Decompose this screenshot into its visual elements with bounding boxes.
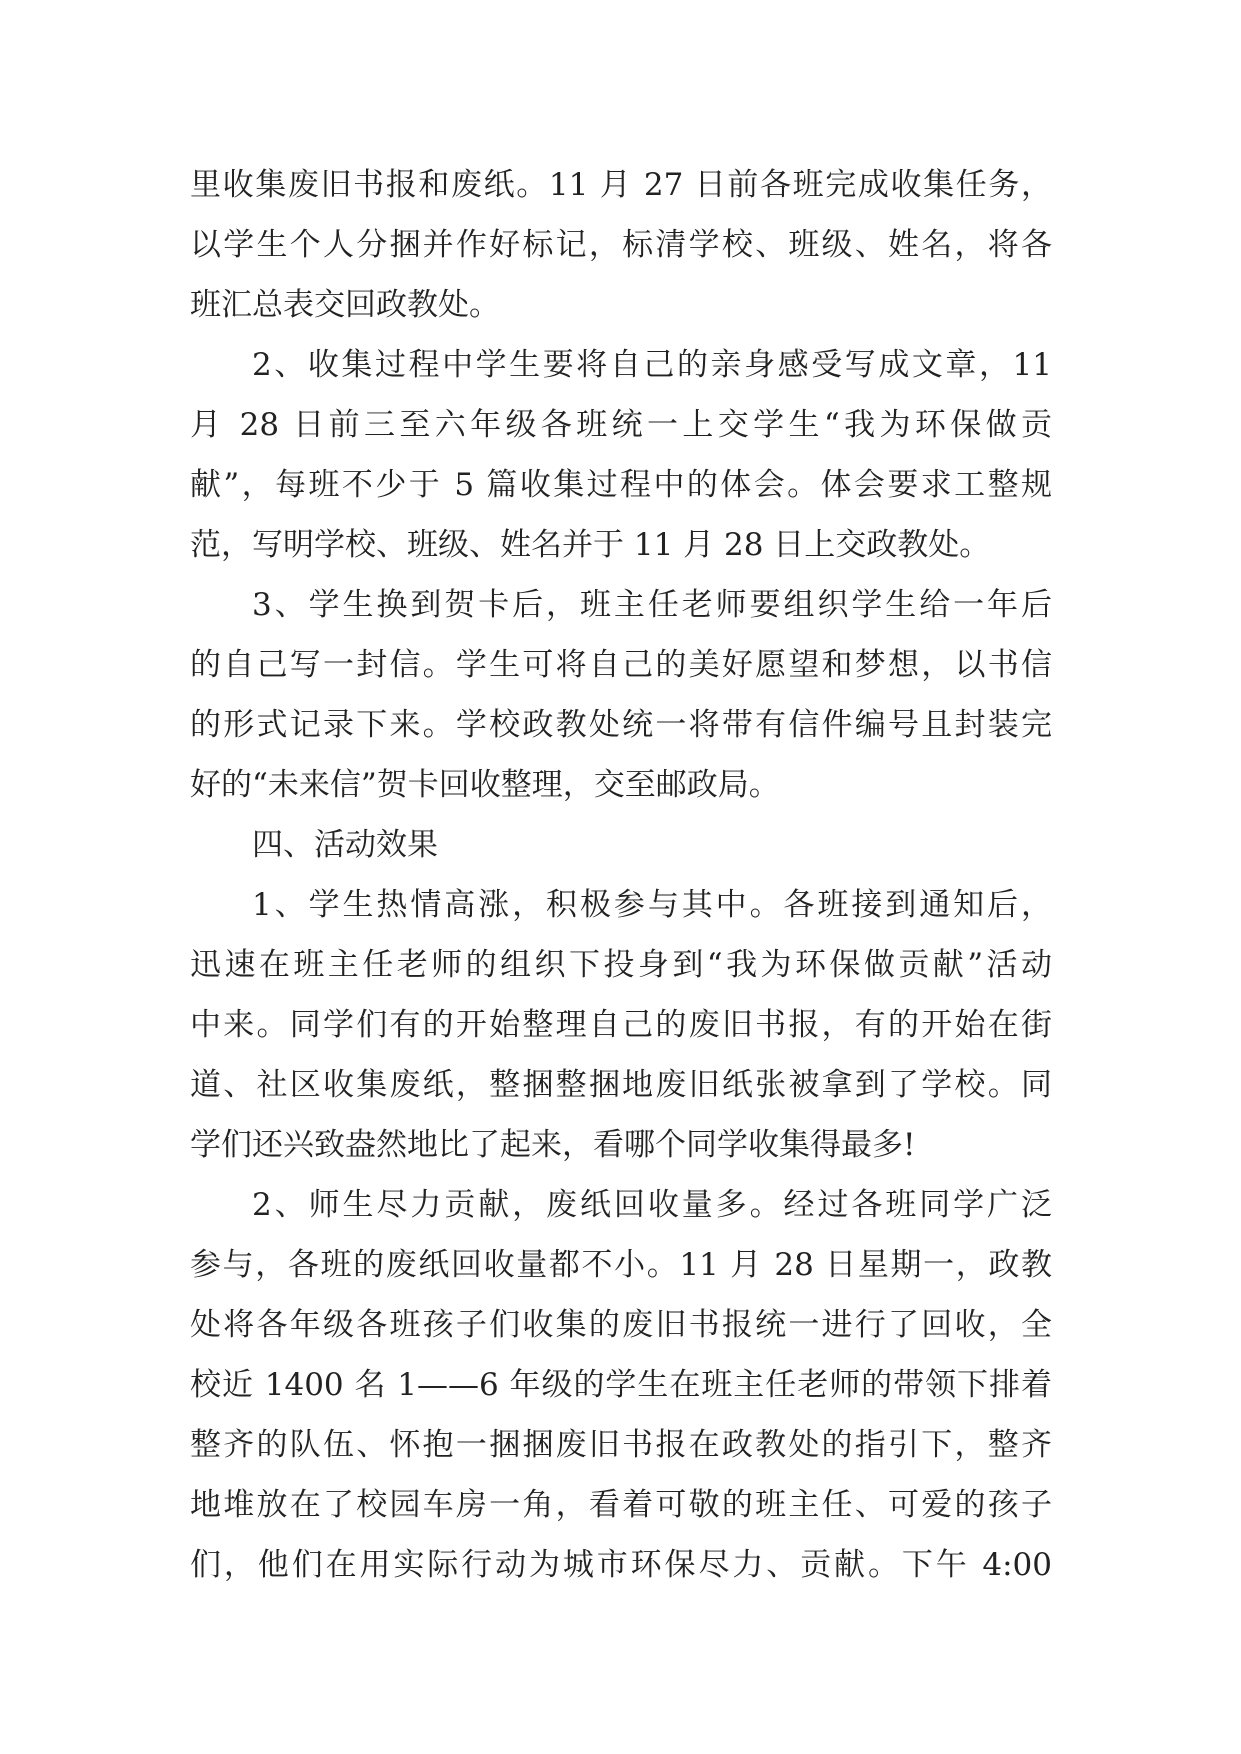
section-heading: 四、活动效果 xyxy=(252,827,438,863)
text-line: 里收集废旧书报和废纸。11 月 27 日前各班完成收集任务， xyxy=(190,167,1052,203)
text-line: 2、师生尽力贡献，废纸回收量多。经过各班同学广泛 xyxy=(252,1187,1052,1223)
text-line: 献”，每班不少于 5 篇收集过程中的体会。体会要求工整规 xyxy=(190,467,1052,503)
text-line: 以学生个人分捆并作好标记，标清学校、班级、姓名，将各 xyxy=(190,227,1052,263)
text-line: 学们还兴致盎然地比了起来，看哪个同学收集得最多! xyxy=(190,1127,916,1163)
text-line: 1、学生热情高涨，积极参与其中。各班接到通知后， xyxy=(252,887,1052,923)
text-line: 整齐的队伍、怀抱一捆捆废旧书报在政教处的指引下，整齐 xyxy=(190,1427,1052,1463)
document-body xyxy=(190,155,1052,1595)
text-line: 好的“未来信”贺卡回收整理，交至邮政局。 xyxy=(190,767,780,803)
text-line: 的自己写一封信。学生可将自己的美好愿望和梦想，以书信 xyxy=(190,647,1052,683)
text-line: 3、学生换到贺卡后，班主任老师要组织学生给一年后 xyxy=(252,587,1052,623)
text-line: 处将各年级各班孩子们收集的废旧书报统一进行了回收，全 xyxy=(190,1307,1052,1343)
text-line: 迅速在班主任老师的组织下投身到“我为环保做贡献”活动 xyxy=(190,947,1052,983)
text-line: 地堆放在了校园车房一角，看着可敬的班主任、可爱的孩子 xyxy=(190,1487,1052,1523)
text-line: 们，他们在用实际行动为城市环保尽力、贡献。下午 4:00 xyxy=(190,1547,1052,1583)
text-line: 班汇总表交回政教处。 xyxy=(190,287,500,323)
text-line: 中来。同学们有的开始整理自己的废旧书报，有的开始在街 xyxy=(190,1007,1052,1043)
text-line: 月 28 日前三至六年级各班统一上交学生“我为环保做贡 xyxy=(190,407,1052,443)
text-line: 范，写明学校、班级、姓名并于 11 月 28 日上交政教处。 xyxy=(190,527,991,563)
text-line: 参与，各班的废纸回收量都不小。11 月 28 日星期一，政教 xyxy=(190,1247,1052,1283)
text-line: 2、收集过程中学生要将自己的亲身感受写成文章，11 xyxy=(252,347,1052,383)
text-line: 校近 1400 名 1——6 年级的学生在班主任老师的带领下排着 xyxy=(190,1367,1052,1403)
text-line: 的形式记录下来。学校政教处统一将带有信件编号且封装完 xyxy=(190,707,1052,743)
text-line: 道、社区收集废纸，整捆整捆地废旧纸张被拿到了学校。同 xyxy=(190,1067,1052,1103)
